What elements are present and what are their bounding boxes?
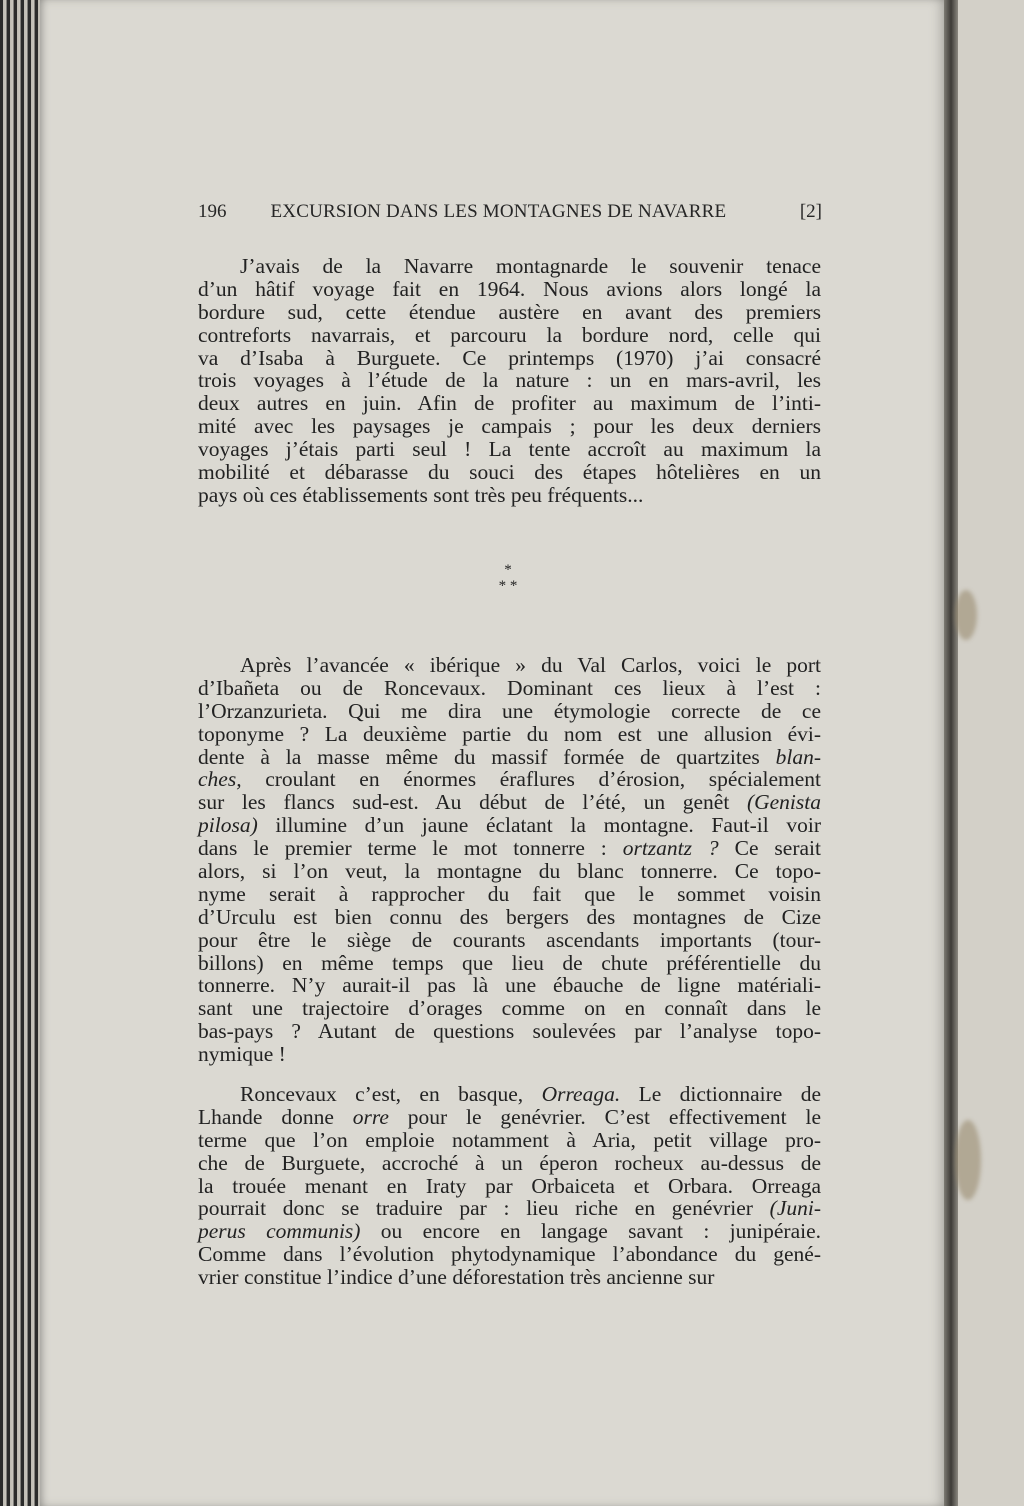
paragraph-1: [198, 255, 821, 507]
text-segment: tonnerre. N’y aurait-il pas là une ébauche de ligne matériali-: [198, 973, 821, 998]
text-segment: sur les flancs sud-est. Au début de l’été, un genêt: [198, 790, 747, 815]
page-number: 196: [198, 201, 227, 222]
text-segment: trois voyages à l’étude de la nature : un en mars-avril, les: [198, 368, 821, 393]
text-line: [198, 723, 821, 746]
italic-text: blan-: [775, 744, 821, 769]
text-segment: J’avais de la Navarre montagnarde le souvenir tenace: [240, 254, 821, 278]
text-segment: terme que l’on emploie notamment à Aria, petit village pro-: [198, 1127, 821, 1152]
facing-page-edge: [958, 0, 1024, 1506]
text-segment: Ce serait: [718, 836, 821, 861]
text-segment: pays où ces établissements sont très peu fréquents...: [198, 482, 644, 507]
text-segment: d’un hâtif voyage fait en 1964. Nous avions alors longé la: [198, 276, 821, 301]
text-line: [198, 814, 821, 837]
text-line: [198, 860, 821, 883]
text-line: [198, 1106, 821, 1129]
text-segment: alors, si l’on veut, la montagne du blanc tonnerre. Ce topo-: [198, 859, 821, 884]
text-segment: contreforts navarrais, et parcouru la bordure nord, celle qui: [198, 322, 821, 347]
text-line: [198, 791, 821, 814]
text-line: [198, 1129, 821, 1152]
text-line: [198, 301, 821, 324]
text-segment: bas-pays ? Autant de questions soulevées par l’analyse topo-: [198, 1019, 821, 1044]
text-line: [198, 929, 821, 952]
text-line: [198, 906, 821, 929]
page-stack-edges: [0, 0, 44, 1506]
text-segment: dente à la masse même du massif formée de quartzites: [198, 744, 776, 769]
text-line: [198, 746, 821, 769]
italic-text: ches,: [198, 767, 242, 792]
text-line: [198, 461, 821, 484]
text-segment: la trouée menant en Iraty par Orbaiceta et Orbara. Orreaga: [198, 1173, 821, 1198]
text-segment: pour être le siège de courants ascendants importants (tour-: [198, 927, 821, 952]
text-segment: deux autres en juin. Afin de profiter au maximum de l’inti-: [198, 391, 821, 416]
paragraph-3: [198, 1083, 821, 1289]
text-segment: Roncevaux c’est, en basque,: [240, 1082, 542, 1106]
running-title: EXCURSION DANS LES MONTAGNES DE NAVARRE: [270, 201, 727, 222]
text-segment: toponyme ? La deuxième partie du nom est une allusion évi-: [198, 721, 821, 746]
text-line: [198, 1020, 821, 1043]
text-line: [198, 700, 821, 723]
text-line: [198, 484, 821, 507]
text-line: [198, 1083, 821, 1106]
text-line: [198, 1243, 821, 1266]
text-line: [198, 392, 821, 415]
text-segment: pourrait donc se traduire par : lieu riche en genévrier: [198, 1196, 770, 1221]
text-line: [198, 974, 821, 997]
italic-text: orre: [352, 1104, 389, 1129]
book-gutter: [944, 0, 958, 1506]
text-line: [198, 1220, 821, 1243]
text-segment: che de Burguete, accroché à un éperon rocheux au-dessus de: [198, 1150, 821, 1175]
text-segment: d’Ibañeta ou de Roncevaux. Dominant ces lieux à l’est :: [198, 675, 821, 700]
text-line: [198, 677, 821, 700]
italic-text: Orreaga.: [541, 1082, 621, 1106]
italic-text: pilosa): [198, 813, 258, 838]
asterism-divider: [488, 562, 528, 594]
page-stain: [955, 590, 977, 640]
italic-text: (Genista: [746, 790, 821, 815]
text-segment: nyme serait à rapprocher du fait que le sommet voisin: [198, 881, 821, 906]
text-segment: va d’Isaba à Burguete. Ce printemps (1970) j’ai consacré: [198, 345, 821, 370]
text-line: [198, 255, 821, 278]
text-segment: d’Urculu est bien connu des bergers des montagnes de Cize: [198, 904, 821, 929]
text-segment: vrier constitue l’indice d’une déforestation très ancienne sur: [198, 1265, 715, 1290]
text-segment: ou encore en langage savant : junipéraie.: [360, 1219, 821, 1244]
text-line: [198, 324, 821, 347]
text-segment: mobilité et débarasse du souci des étapes hôtelières en un: [198, 460, 821, 485]
text-line: [198, 1266, 821, 1289]
text-segment: Lhande donne: [198, 1104, 353, 1129]
section-marker: [2]: [799, 201, 822, 222]
text-segment: nymique !: [198, 1042, 286, 1067]
text-segment: illumine d’un jaune éclatant la montagne. Faut-il voir: [257, 813, 821, 838]
text-line: [198, 415, 821, 438]
italic-text: ortzantz ?: [622, 836, 719, 861]
text-segment: pour le genévrier. C’est effectivement le: [388, 1104, 821, 1129]
text-line: [198, 1197, 821, 1220]
text-segment: Comme dans l’évolution phytodynamique l’abondance du gené-: [198, 1242, 821, 1267]
text-line: [198, 654, 821, 677]
text-line: [198, 1043, 821, 1066]
page-stain: [955, 1120, 981, 1200]
text-segment: voyages j’étais parti seul ! La tente accroît au maximum la: [198, 437, 821, 462]
text-line: [198, 837, 821, 860]
text-segment: mité avec les paysages je campais ; pour les deux derniers: [198, 414, 821, 439]
text-line: [198, 278, 821, 301]
text-segment: Le dictionnaire de: [620, 1082, 821, 1106]
text-segment: croulant en énormes éraflures d’érosion, spécialement: [241, 767, 821, 792]
paragraph-2: [198, 654, 821, 1066]
text-line: [198, 952, 821, 975]
text-segment: sant une trajectoire d’orages comme on en connaît dans le: [198, 996, 821, 1021]
text-segment: bordure sud, cette étendue austère en avant des premiers: [198, 299, 821, 324]
text-segment: l’Orzanzurieta. Qui me dira une étymologie correcte de ce: [198, 698, 821, 723]
asterism-top: *: [504, 562, 512, 578]
italic-text: perus communis): [198, 1219, 361, 1244]
running-header: [198, 198, 822, 226]
text-line: [198, 768, 821, 791]
text-line: [198, 369, 821, 392]
asterism-bottom: * *: [498, 578, 518, 594]
text-line: [198, 347, 821, 370]
text-line: [198, 883, 821, 906]
text-line: [198, 997, 821, 1020]
italic-text: (Juni-: [769, 1196, 821, 1221]
text-line: [198, 438, 821, 461]
text-line: [198, 1175, 821, 1198]
text-segment: Après l’avancée « ibérique » du Val Carlos, voici le port: [240, 653, 821, 677]
text-segment: billons) en même temps que lieu de chute préférentielle du: [198, 950, 821, 975]
text-line: [198, 1152, 821, 1175]
text-segment: dans le premier terme le mot tonnerre :: [198, 836, 623, 861]
